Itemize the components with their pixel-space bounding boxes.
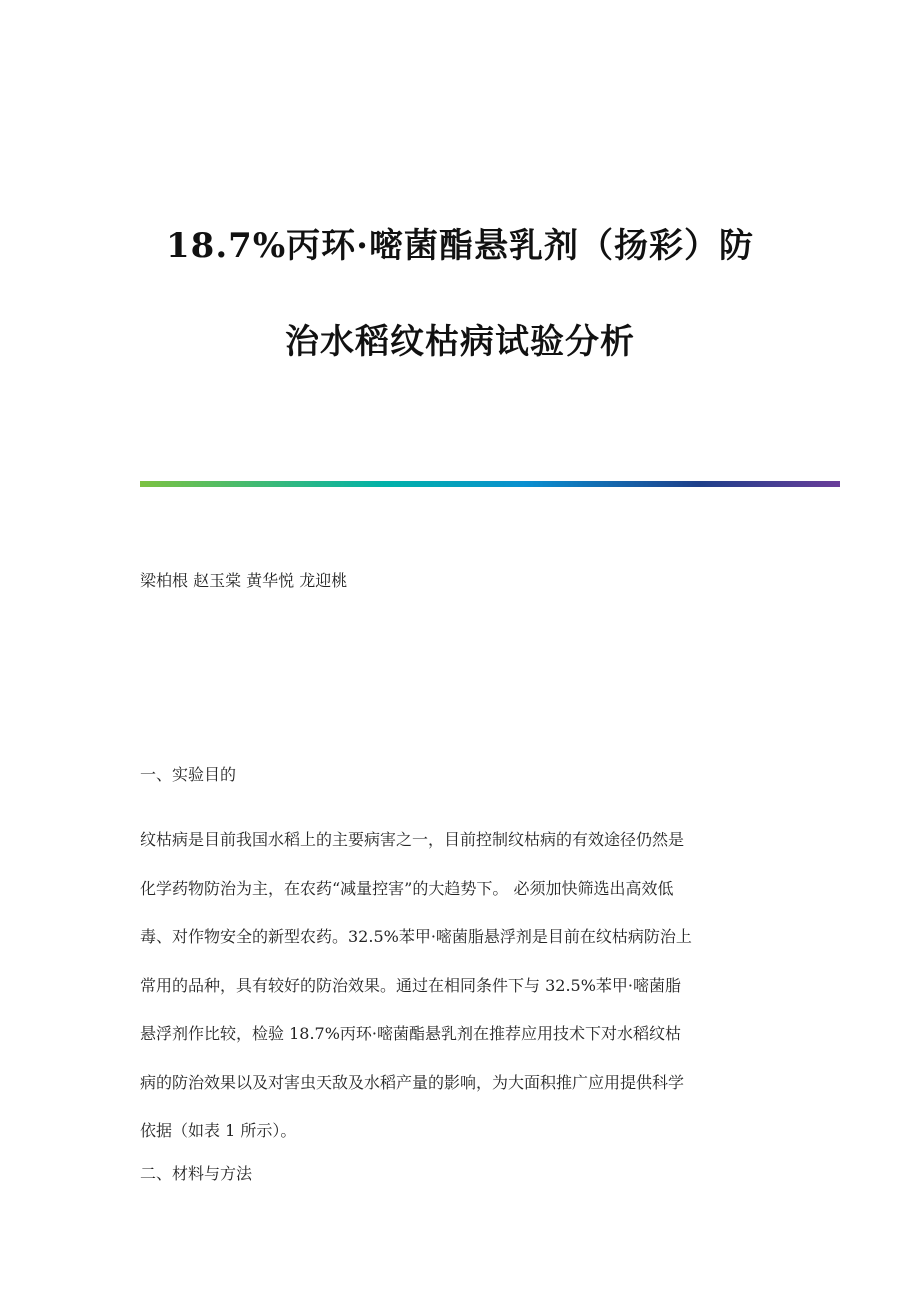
section-heading-methods: 二、材料与方法: [140, 1164, 253, 1183]
paper-title-line-1: 18.7%丙环·嘧菌酯悬乳剂（扬彩）防: [166, 226, 754, 266]
section-paragraph-objective: [140, 816, 780, 1156]
paragraph-line: 化学药物防治为主，在农药“减量控害”的大趋势下。 必须加快筛选出高效低: [140, 878, 674, 898]
paragraph-line: 毒、对作物安全的新型农药。32.5%苯甲·嘧菌脂悬浮剂是目前在纹枯病防治上: [140, 927, 692, 946]
paragraph-line: 病的防治效果以及对害虫天敌及水稻产量的影响，为大面积推广应用提供科学: [140, 1072, 685, 1092]
paragraph-line: 悬浮剂作比较，检验 18.7%丙环·嘧菌酯悬乳剂在推荐应用技术下对水稻纹枯: [140, 1024, 682, 1043]
paragraph-line: 依据（如表 1 所示）。: [140, 1121, 297, 1140]
author-list: 梁柏根 赵玉棠 黄华悦 龙迎桃: [140, 571, 348, 590]
paragraph-line: 纹枯病是目前我国水稻上的主要病害之一，目前控制纹枯病的有效途径仍然是: [140, 830, 685, 849]
paper-title-line-2: 治水稻纹枯病试验分析: [285, 322, 635, 362]
paragraph-line: 常用的品种，具有较好的防治效果。通过在相同条件下与 32.5%苯甲·嘧菌脂: [140, 975, 682, 995]
section-heading-objective: 一、实验目的: [140, 765, 237, 784]
title-divider: [140, 481, 840, 487]
